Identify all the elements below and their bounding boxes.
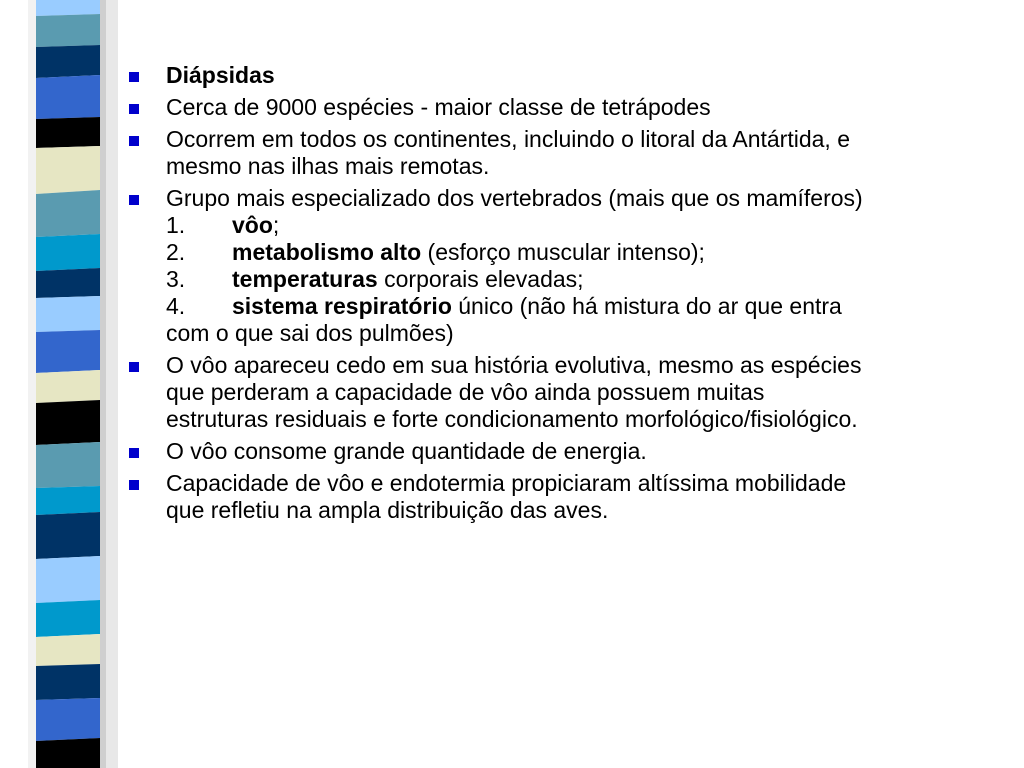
bullet-item — [128, 62, 868, 89]
square-bullet-icon — [129, 448, 139, 458]
bullet-text: O vôo apareceu cedo em sua história evolutiva, mesmo as espécies que perderam a capacidade de vôo ainda possuem muitas estruturas residuais e forte condicionamento morfológico/fisiológico. — [166, 352, 862, 432]
bullet-item — [128, 126, 868, 180]
item-text: ; — [272, 212, 280, 238]
numbered-item — [166, 293, 868, 347]
slide-content — [128, 62, 868, 529]
bullet-item — [128, 470, 868, 524]
bullet-item — [128, 352, 868, 433]
bullet-item — [128, 94, 868, 121]
bullet-item — [128, 438, 868, 465]
item-bold-text: vôo — [232, 212, 273, 238]
item-text: (esforço muscular intenso); — [421, 239, 705, 265]
square-bullet-icon — [129, 480, 139, 490]
bullet-item — [128, 185, 868, 347]
numbered-item — [166, 239, 868, 266]
numbered-item — [166, 212, 868, 239]
item-bold-text: temperaturas — [232, 266, 378, 292]
square-bullet-icon — [129, 136, 139, 146]
item-number: 4. — [166, 293, 186, 319]
item-text: único (não há mistura do ar que entra com o que sai dos pulmões) — [166, 293, 842, 346]
numbered-item — [166, 266, 868, 293]
square-bullet-icon — [129, 72, 139, 82]
item-bold-text: sistema respiratório — [232, 293, 452, 319]
item-text: corporais elevadas; — [377, 266, 584, 292]
bullet-text: Grupo mais especializado dos vertebrados (mais que os mamíferos) — [166, 185, 863, 211]
item-number: 2. — [166, 239, 186, 265]
bullet-text-bold: Diápsidas — [166, 62, 275, 88]
bullet-text: Cerca de 9000 espécies - maior classe de tetrápodes — [166, 94, 711, 120]
stripe-block — [28, 0, 118, 768]
bullet-text: O vôo consome grande quantidade de energia. — [166, 438, 647, 464]
bullet-text: Capacidade de vôo e endotermia propiciaram altíssima mobilidade que refletiu na ampla distribuição das aves. — [166, 470, 847, 523]
item-number: 3. — [166, 266, 186, 292]
item-bold-text: metabolismo alto — [232, 239, 422, 265]
square-bullet-icon — [129, 104, 139, 114]
bullet-text: Ocorrem em todos os continentes, incluindo o litoral da Antártida, e mesmo nas ilhas mais remotas. — [166, 126, 850, 179]
decorative-stripe-bar — [0, 0, 118, 768]
bullet-list — [128, 62, 868, 524]
square-bullet-icon — [129, 195, 139, 205]
item-number: 1. — [166, 212, 186, 238]
square-bullet-icon — [129, 362, 139, 372]
